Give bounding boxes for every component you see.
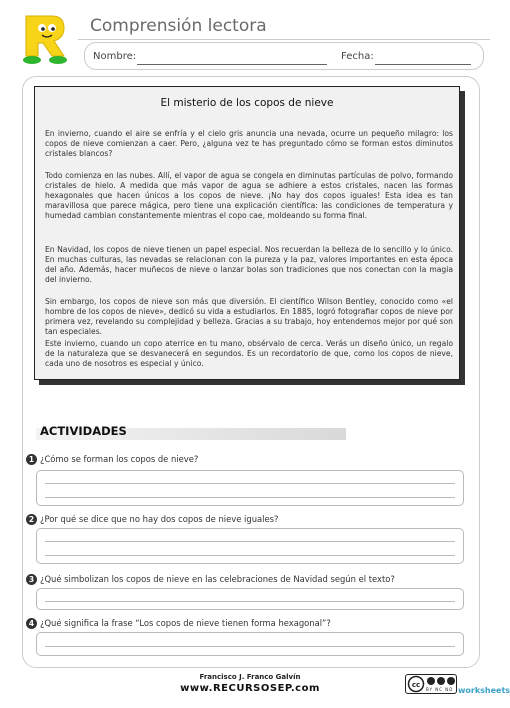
question-number-badge: 3 [26,574,37,585]
creative-commons-badge [405,674,457,694]
answer-line [45,497,455,498]
reading-paragraph: Este invierno, cuando un copo aterrice en tu mano, obsérvalo de cerca. Verás un diseño único, un regalo de la naturaleza que se desvanecerá en segundos. Es un recordatorio de que, como los copos de nieve, cada uno de nosotros es especial y único. [45,339,453,368]
answer-line [45,646,455,647]
date-label: Fecha: [341,51,374,62]
answer-line [45,555,455,556]
answer-box[interactable] [36,632,464,656]
date-field[interactable] [375,64,471,65]
reading-paragraph: En invierno, cuando el aire se enfría y el cielo gris anuncia una nevada, ocurre un pequeño milagro: los copos de nieve comienzan a caer. Pero, ¿alguna vez te has preguntado cómo se forman estos diminutos cristales blancos? [45,129,453,158]
header-title-bar [78,14,490,40]
reading-box [34,86,460,380]
license-icons [426,676,456,686]
question-text: ¿Qué simbolizan los copos de nieve en las celebraciones de Navidad según el texto? [40,574,395,584]
name-label: Nombre: [93,51,137,62]
question-text: ¿Cómo se forman los copos de nieve? [40,454,199,464]
svg-text:cc: cc [411,681,421,689]
reading-title: El misterio de los copos de nieve [160,97,334,109]
question-text: ¿Por qué se dice que no hay dos copos de nieve iguales? [40,514,279,524]
page-title: Comprensión lectora [90,16,267,36]
question-number-badge: 1 [26,454,37,465]
reading-paragraph: Sin embargo, los copos de nieve son más que diversión. El científico Wilson Bentley, conocido como «el hombre de los copos de nieve», dedicó su vida a estudiarlos. En 1885, logró fotografiar copos de nieve por primera vez, revelando su complejidad y belleza. Gracias a su trabajo, hoy entendemos mejor por qué son tan especiales. [45,297,453,336]
student-info-bar [84,42,484,70]
cc-icon [407,675,425,693]
answer-line [45,601,455,602]
reading-paragraph: En Navidad, los copos de nieve tienen un papel especial. Nos recuerdan la belleza de lo sencillo y lo único. En muchas culturas, las nevadas se relacionan con la pureza y la paz, valores importantes en esta época del año. Además, hacer muñecos de nieve o lanzar bolas son tradiciones que nos conectan con la magia del invierno. [45,245,453,284]
author-credit: Francisco J. Franco Galvín [199,673,301,681]
question-text: ¿Qué significa la frase “Los copos de nieve tienen forma hexagonal”? [40,618,331,628]
question-number-badge: 2 [26,514,37,525]
reading-paragraph: Todo comienza en las nubes. Allí, el vapor de agua se congela en diminutas partículas de polvo, formando cristales de hielo. A medida que más vapor de agua se adhiere a estos cristales, nacen las formas hexagonales que hacen únicos a los copos de nieve. ¡No hay dos copos iguales! Esta idea es tan maravillosa que parece mágica, pero tiene una explicación científica: las condiciones de temperatura y humedad cambian constantemente mientras el copo cae, moldeando su forma final. [45,171,453,220]
website-link[interactable]: www.RECURSOSEP.com [180,683,320,694]
activities-header [36,424,346,440]
answer-box[interactable] [36,588,464,610]
question-number-badge: 4 [26,618,37,629]
name-field[interactable] [137,64,327,65]
answer-box[interactable] [36,470,464,506]
answer-line [45,483,455,484]
letter-r-mascot-logo [18,10,70,70]
license-text: BY NC ND [426,687,454,692]
activities-title: ACTIVIDADES [40,424,127,438]
answer-box[interactable] [36,528,464,564]
answer-line [45,541,455,542]
worksheets-brand: worksheets [458,686,510,695]
